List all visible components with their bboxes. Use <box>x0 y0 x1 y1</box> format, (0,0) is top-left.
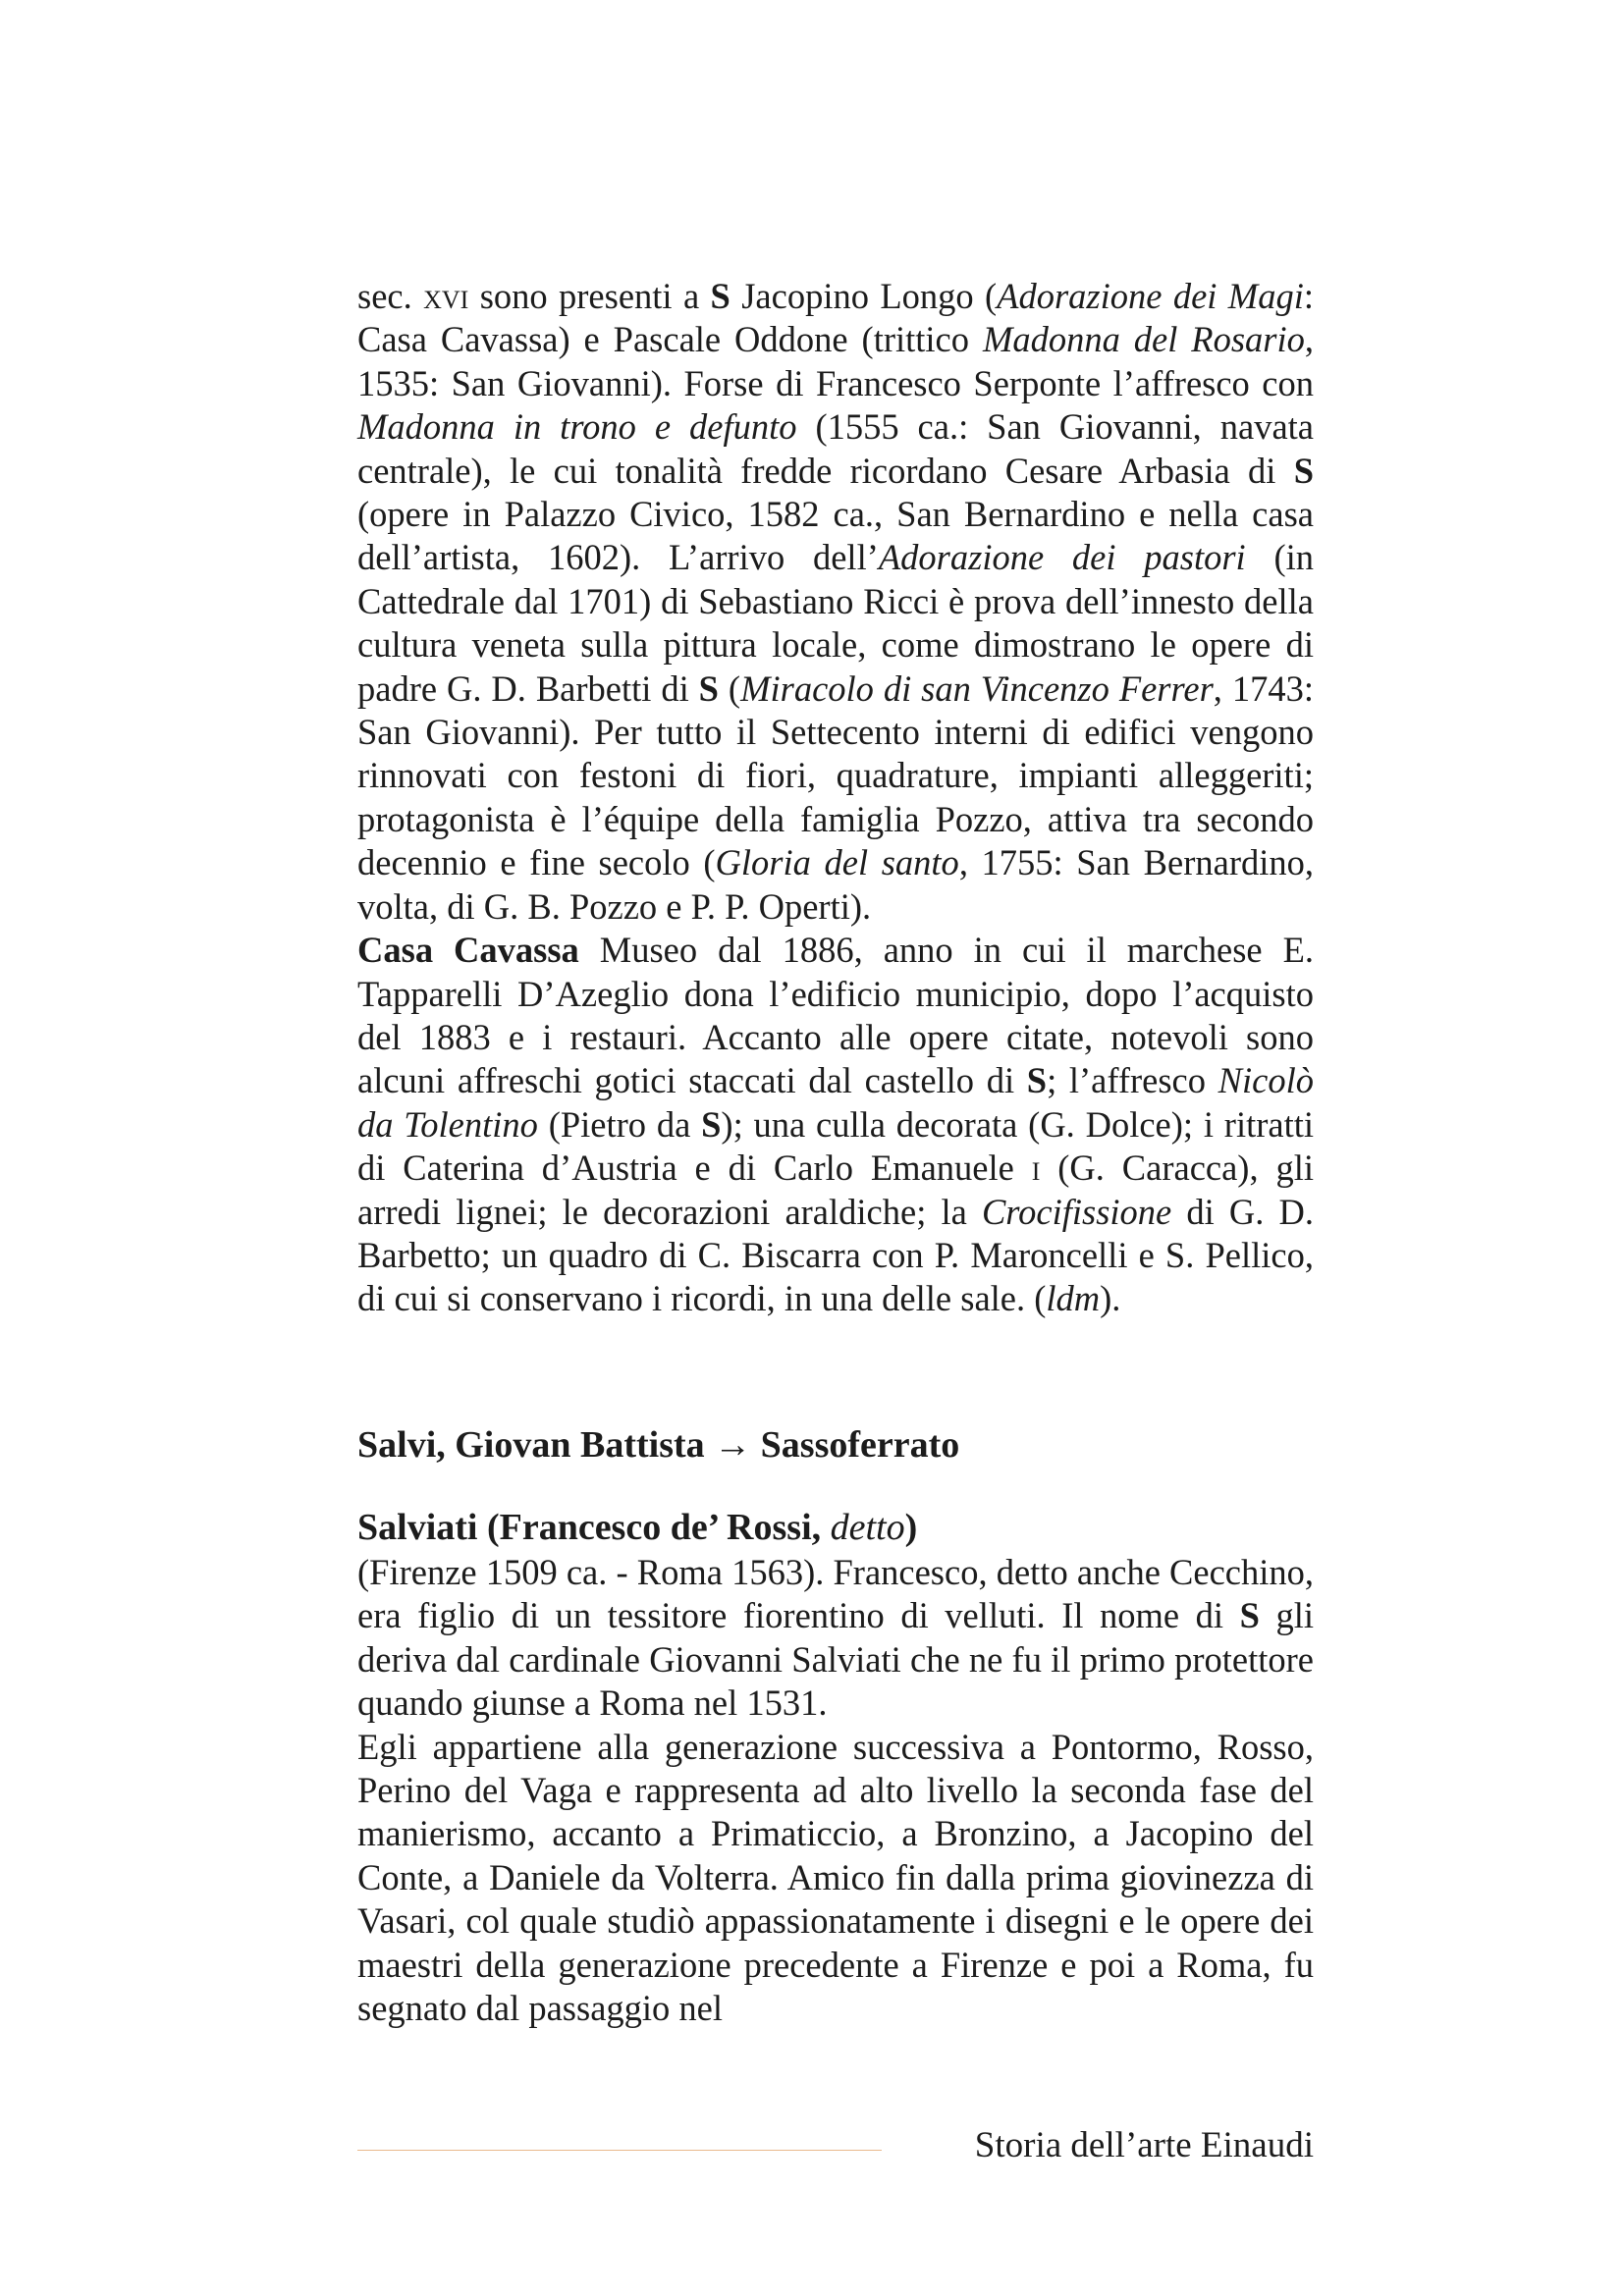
city-abbrev: S <box>1026 1060 1048 1101</box>
paragraph-painting-history: sec. xvi sono presenti a S Jacopino Longo (Adorazione dei Magi: Casa Cavassa) e Pascale Oddone (trittico Madonna del Rosario, 1535: San Giovanni). Forse di Francesco Serponte l’affresco con Madonna in trono e defunto (1555 ca.: San Giovanni, navata centrale), le cui tonalità fredde ricordano Cesare Arbasia di S (opere in Palazzo Civico, 1582 ca., San Bernardino e nella casa dell’artista, 1602). L’arrivo dell’Adorazione dei pastori (in Cattedrale dal 1701) di Sebastiano Ricci è prova dell’innesto della cultura veneta sulla pittura locale, come dimostrano le opere di padre G. D. Barbetti di S (Miracolo di san Vincenzo Ferrer, 1743: San Giovanni). Per tutto il Settecento interni di edifici vengono rinnovati con festoni di fiori, quadrature, impianti alleggeriti; protagonista è l’équipe della famiglia Pozzo, attiva tra secondo decennio e fine secolo (Gloria del santo, 1755: San Bernardino, volta, di G. B. Pozzo e P. P. Operti). <box>357 276 1315 927</box>
casa-cavassa-label: Casa Cavassa <box>357 930 579 971</box>
footer-publisher: Storia dell’arte Einaudi <box>974 2125 1314 2165</box>
cross-reference-arrow-icon: → <box>714 1424 752 1466</box>
entry-heading-salviati: Salviati (Francesco de’ Rossi, detto) <box>357 1507 918 1548</box>
body-text-top <box>357 275 1314 1321</box>
city-abbrev: S <box>710 276 730 316</box>
roman-numeral: i <box>1031 1148 1041 1189</box>
author-initials: ldm <box>1046 1278 1101 1319</box>
artwork-title: Adorazione dei pastori <box>878 537 1246 578</box>
artwork-title: Gloria del santo <box>715 842 959 883</box>
artwork-title: Adorazione dei Magi <box>997 276 1304 316</box>
paragraph-salviati-bio: (Firenze 1509 ca. - Roma 1563). Francesco, detto anche Cecchino, era figlio di un tessitore fiorentino di velluti. Il nome di S gli deriva dal cardinale Giovanni Salviati che ne fu il primo protettore quando giunse a Roma nel 1531. <box>357 1552 1315 1724</box>
artwork-title: Miracolo di san Vincenzo Ferrer <box>740 667 1214 709</box>
artwork-title: Madonna in trono e defunto <box>357 406 797 448</box>
city-abbrev: S <box>1239 1595 1260 1636</box>
paragraph-casa-cavassa: Casa Cavassa Museo dal 1886, anno in cui il marchese E. Tapparelli D’Azeglio dona l’edificio municipio, dopo l’acquisto del 1883 e i restauri. Accanto alle opere citate, notevoli sono alcuni affreschi gotici staccati dal castello di S; l’affresco Nicolò da Tolentino (Pietro da S); una culla decorata (G. Dolce); i ritratti di Caterina d’Austria e di Carlo Emanuele i (G. Caracca), gli arredi lignei; le decorazioni araldiche; la Crocifissione di G. D. Barbetto; un quadro di C. Biscarra con P. Maroncelli e S. Pellico, di cui si conservano i ricordi, in una delle sale. (ldm). <box>357 930 1315 1319</box>
artwork-title: Crocifissione <box>981 1191 1172 1232</box>
artwork-title: Nicolò da Tolentino <box>357 1060 1314 1145</box>
city-abbrev: S <box>1293 450 1314 491</box>
city-abbrev: S <box>701 1103 722 1145</box>
entry-heading-salvi: Salvi, Giovan Battista → Sassoferrato <box>357 1424 960 1466</box>
artwork-title: Madonna del Rosario <box>982 319 1305 360</box>
paragraph-salviati-context: Egli appartiene alla generazione successiva a Pontormo, Rosso, Perino del Vaga e rappresenta ad alto livello la seconda fase del manierismo, accanto a Primaticcio, a Bronzino, a Jacopino del Conte, a Daniele da Volterra. Amico fin dalla prima giovinezza di Vasari, col quale studiò appassionatamente i disegni e le opere dei maestri della generazione precedente a Firenze e poi a Roma, fu segnato dal passaggio nel <box>357 1726 1314 2029</box>
city-abbrev: S <box>698 667 719 709</box>
century-numeral: xvi <box>423 276 469 316</box>
body-text-salviati <box>357 1551 1314 2030</box>
footer-divider <box>357 2150 882 2151</box>
